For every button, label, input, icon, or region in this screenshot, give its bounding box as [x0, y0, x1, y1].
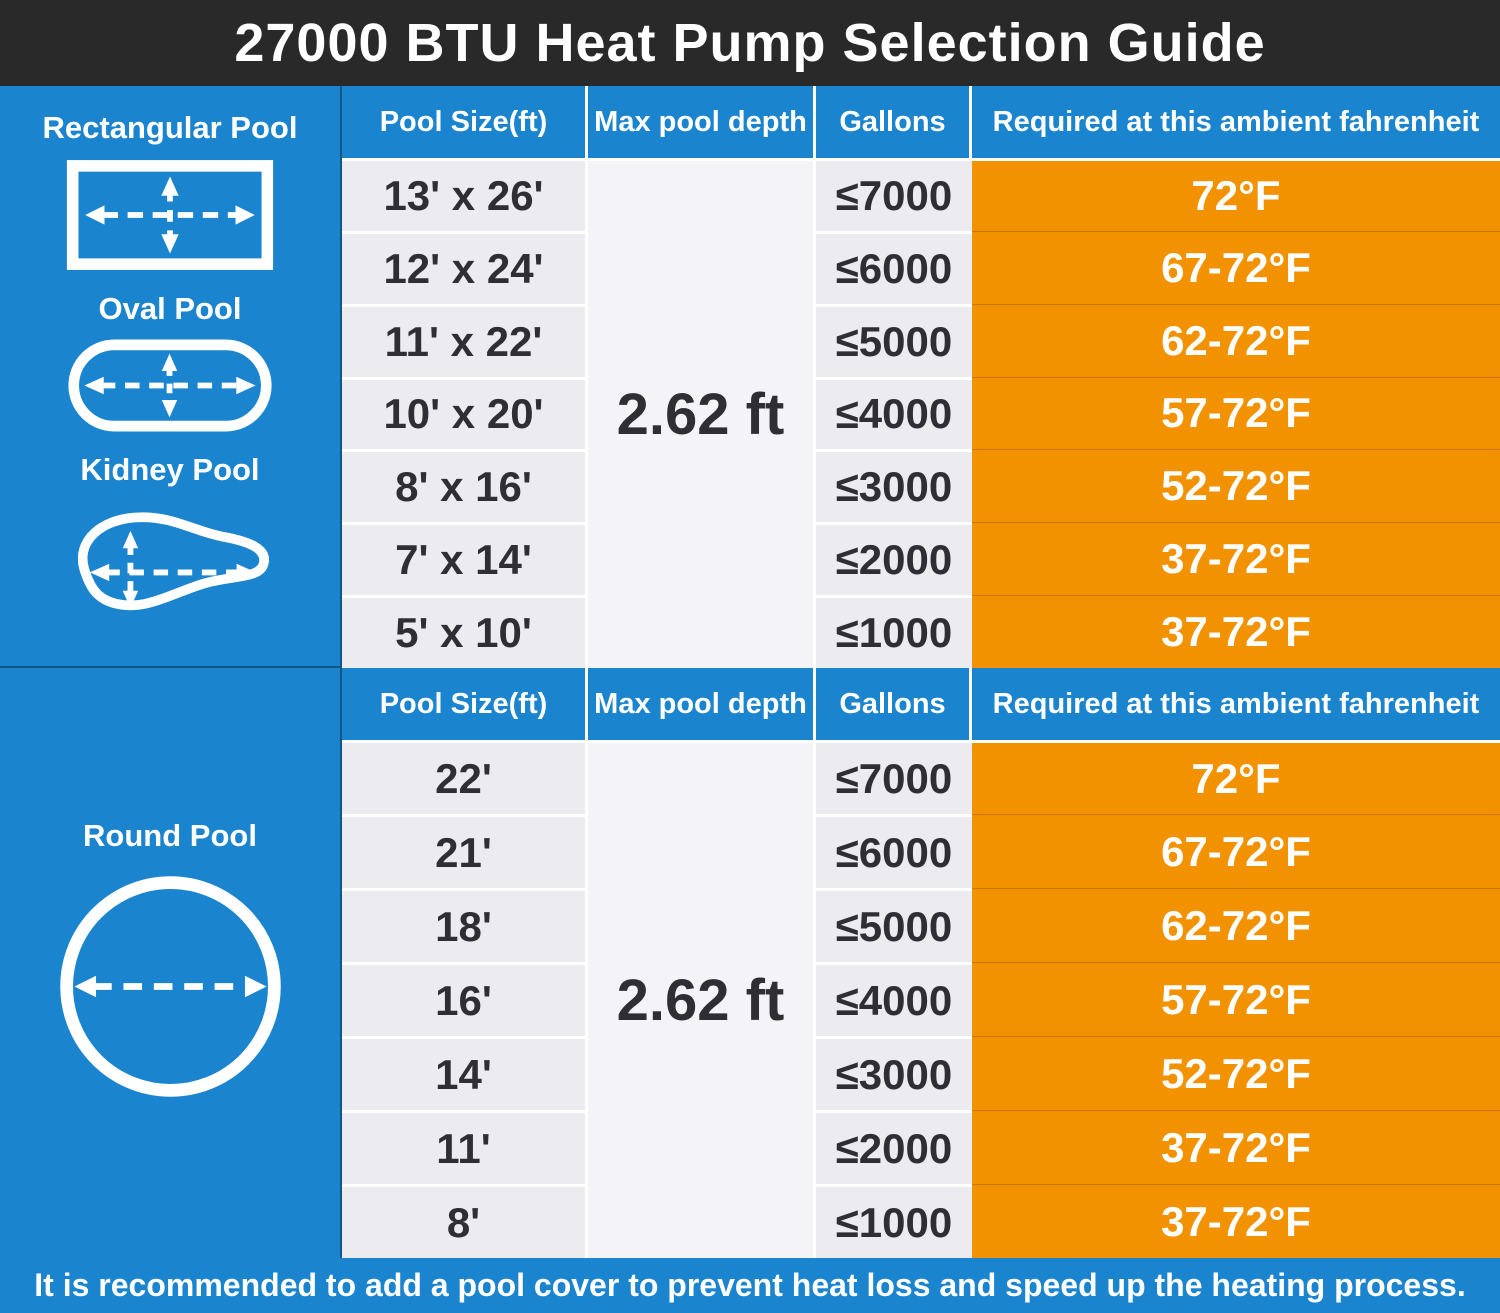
footer-note-text: It is recommended to add a pool cover to prevent heat loss and speed up the heating process. — [34, 1267, 1466, 1303]
temperature-cell: 57-72°F — [972, 377, 1500, 450]
pool-size-cell: 10' x 20' — [342, 377, 588, 450]
round-pool-label: Round Pool — [83, 817, 257, 853]
column-header: Gallons — [816, 668, 972, 740]
oval-pool-block — [66, 291, 274, 434]
pool-size-cell: 8' x 16' — [342, 449, 588, 522]
gallons-cell: ≤2000 — [816, 1110, 972, 1184]
temperature-cell: 37-72°F — [972, 595, 1500, 668]
gallons-cell: ≤1000 — [816, 1184, 972, 1258]
pool-size-cell: 22' — [342, 740, 588, 814]
title-bar — [0, 0, 1500, 86]
temperature-cell: 72°F — [972, 740, 1500, 814]
temperature-cell: 57-72°F — [972, 962, 1500, 1036]
temperature-cell: 37-72°F — [972, 1184, 1500, 1258]
gallons-cell: ≤3000 — [816, 449, 972, 522]
selection-table-round — [342, 668, 1500, 1258]
oval-pool-label: Oval Pool — [98, 291, 242, 326]
sidebar-pool-shapes-top — [0, 86, 342, 668]
column-header: Max pool depth — [588, 86, 816, 158]
temperature-cell: 37-72°F — [972, 1110, 1500, 1184]
temperature-cell: 52-72°F — [972, 449, 1500, 522]
sidebar-pool-shapes-bottom — [0, 668, 342, 1258]
max-depth-cell: 2.62 ft — [588, 158, 816, 668]
pool-size-cell: 11' — [342, 1110, 588, 1184]
pool-size-cell: 14' — [342, 1036, 588, 1110]
gallons-cell: ≤4000 — [816, 377, 972, 450]
temperature-cell: 62-72°F — [972, 304, 1500, 377]
temperature-cell: 37-72°F — [972, 522, 1500, 595]
temperature-cell: 67-72°F — [972, 231, 1500, 304]
pool-size-cell: 11' x 22' — [342, 304, 588, 377]
gallons-cell: ≤6000 — [816, 814, 972, 888]
section-round-pools — [0, 668, 1500, 1258]
pool-size-cell: 13' x 26' — [342, 158, 588, 231]
pool-size-cell: 12' x 24' — [342, 231, 588, 304]
pool-size-cell: 18' — [342, 888, 588, 962]
round-pool-icon — [48, 864, 293, 1109]
pool-size-cell: 7' x 14' — [342, 522, 588, 595]
rectangular-pool-label: Rectangular Pool — [42, 109, 298, 145]
pool-size-cell: 5' x 10' — [342, 595, 588, 668]
gallons-cell: ≤5000 — [816, 304, 972, 377]
column-header: Required at this ambient fahrenheit — [972, 668, 1500, 740]
gallons-cell: ≤6000 — [816, 231, 972, 304]
pool-size-cell: 21' — [342, 814, 588, 888]
temperature-cell: 52-72°F — [972, 1036, 1500, 1110]
column-header: Pool Size(ft) — [342, 668, 588, 740]
column-header: Gallons — [816, 86, 972, 158]
pool-size-cell: 8' — [342, 1184, 588, 1258]
rectangular-pool-icon — [64, 156, 276, 274]
kidney-pool-label: Kidney Pool — [80, 451, 260, 487]
page-title: 27000 BTU Heat Pump Selection Guide — [234, 13, 1266, 73]
gallons-cell: ≤2000 — [816, 522, 972, 595]
temperature-cell: 62-72°F — [972, 888, 1500, 962]
kidney-pool-icon — [59, 498, 281, 643]
gallons-cell: ≤7000 — [816, 158, 972, 231]
selection-table-rect-oval-kidney — [342, 86, 1500, 668]
temperature-cell: 72°F — [972, 158, 1500, 231]
gallons-cell: ≤5000 — [816, 888, 972, 962]
pool-size-cell: 16' — [342, 962, 588, 1036]
gallons-cell: ≤4000 — [816, 962, 972, 1036]
gallons-cell: ≤1000 — [816, 595, 972, 668]
gallons-cell: ≤3000 — [816, 1036, 972, 1110]
oval-pool-icon — [66, 337, 274, 434]
gallons-cell: ≤7000 — [816, 740, 972, 814]
round-pool-block — [48, 818, 293, 1109]
kidney-pool-block — [59, 452, 281, 643]
temperature-cell: 67-72°F — [972, 814, 1500, 888]
column-header: Max pool depth — [588, 668, 816, 740]
column-header: Pool Size(ft) — [342, 86, 588, 158]
column-header: Required at this ambient fahrenheit — [972, 86, 1500, 158]
max-depth-cell: 2.62 ft — [588, 740, 816, 1258]
section-non-round-pools — [0, 86, 1500, 668]
rectangular-pool-block — [43, 110, 298, 274]
footer-note-bar — [0, 1258, 1500, 1313]
